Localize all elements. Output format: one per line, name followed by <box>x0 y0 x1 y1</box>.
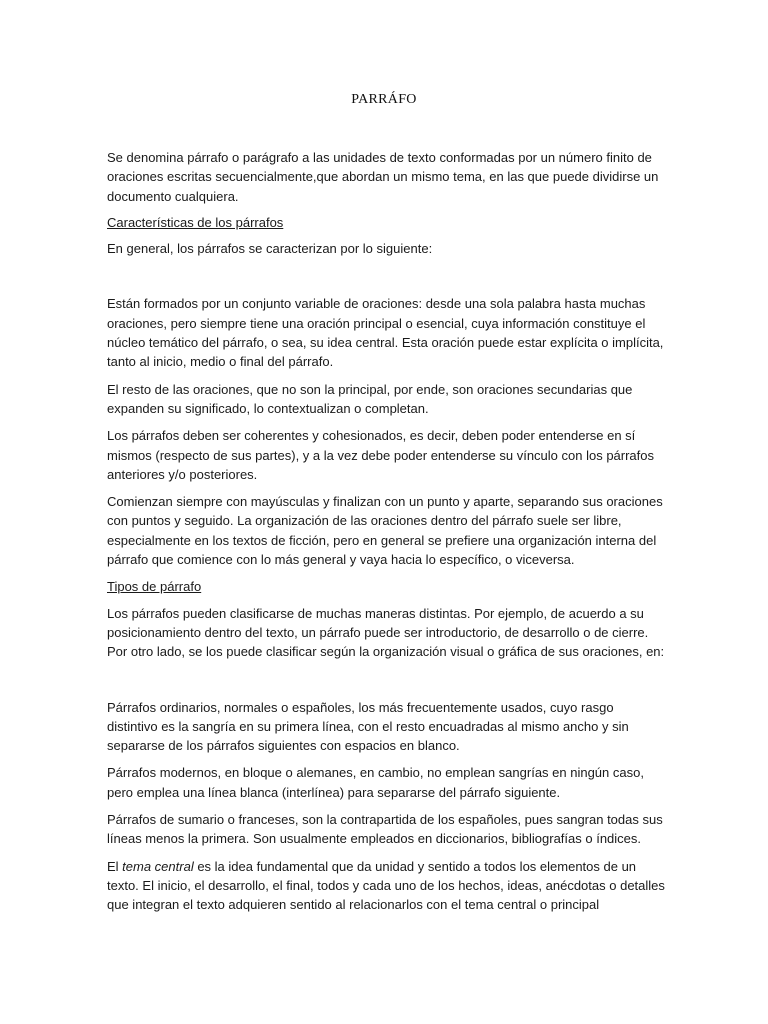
paragraph-tipo: Párrafos ordinarios, normales o españoles, los más frecuentemente usados, cuyo rasgo distintivo es la sangría en su primera línea, con el resto encuadradas al mismo ancho y sin separarse de los párrafos siguientes con espacios en blanco. <box>107 699 629 754</box>
paragraph-tipo: Párrafos modernos, en bloque o alemanes, en cambio, no emplean sangrías en ningún caso, pero emplea una línea blanca (interlínea) para separarse del párrafo siguiente. <box>107 765 644 800</box>
section-heading-caracteristicas: Características de los párrafos <box>107 214 284 230</box>
intro-paragraph: Se denomina párrafo o parágrafo a las unidades de texto conformadas por un número finito de oraciones escritas secuencialmente,que abordan un mismo tema, en las que puede dividirse un documento cualquiera. <box>107 150 659 204</box>
paragraph-caracteristica: El resto de las oraciones, que no son la principal, por ende, son oraciones secundarias que expanden su significado, lo contextualizan o completan. <box>107 381 633 416</box>
paragraph-caracteristica: Los párrafos deben ser coherentes y cohesionados, es decir, deben poder entenderse en sí mismos (respecto de sus partes), y a la vez debe poder entenderse su vínculo con los párrafos anteriores y/o posteriores. <box>107 428 655 482</box>
section-lead-tipos: Los párrafos pueden clasificarse de muchas maneras distintas. Por ejemplo, de acuerdo a su posicionamiento dentro del texto, un párrafo puede ser introductorio, de desarrollo o de cierre. Por otro lado, se los puede clasificar según la organización visual o gráfica de sus oraciones, en: <box>107 605 665 660</box>
document-title: PARRÁFO <box>351 92 417 107</box>
section-lead-caracteristicas: En general, los párrafos se caracterizan por lo siguiente: <box>107 241 433 257</box>
section-heading-tipos: Tipos de párrafo <box>107 579 202 595</box>
paragraph-tipo: Párrafos de sumario o franceses, son la contrapartida de los españoles, pues sangran todas sus líneas menos la primera. Son usualmente empleados en diccionarios, bibliografías o índices. <box>107 812 663 847</box>
closing-emphasis: tema central <box>122 858 194 874</box>
paragraph-caracteristica: Comienzan siempre con mayúsculas y finalizan con un punto y aparte, separando sus oraciones con puntos y seguido. La organización de las oraciones dentro del párrafo suele ser libre, especialmente en los textos de ficción, pero en general se prefiere una organización interna del párrafo que comience con lo más general y vaya hacia lo específico, o viceversa. <box>107 494 663 568</box>
document-body <box>107 148 667 915</box>
closing-text-end: es la idea fundamental que da unidad y sentido a todos los elementos de un texto. El inicio, el desarrollo, el final, todos y cada uno de los hechos, ideas, anécdotas o detalles que integran el texto adquieren sentido al relacionarlos con el tema central o principal <box>107 858 665 913</box>
paragraph-caracteristica: Están formados por un conjunto variable de oraciones: desde una sola palabra hasta muchas oraciones, pero siempre tiene una oración principal o esencial, cuya información constituye el núcleo temático del párrafo, o sea, su idea central. Esta oración puede estar explícita o implícita, tanto al inicio, medio o final del párrafo. <box>107 296 664 370</box>
closing-text-start: El <box>107 858 123 874</box>
closing-paragraph <box>107 857 667 915</box>
